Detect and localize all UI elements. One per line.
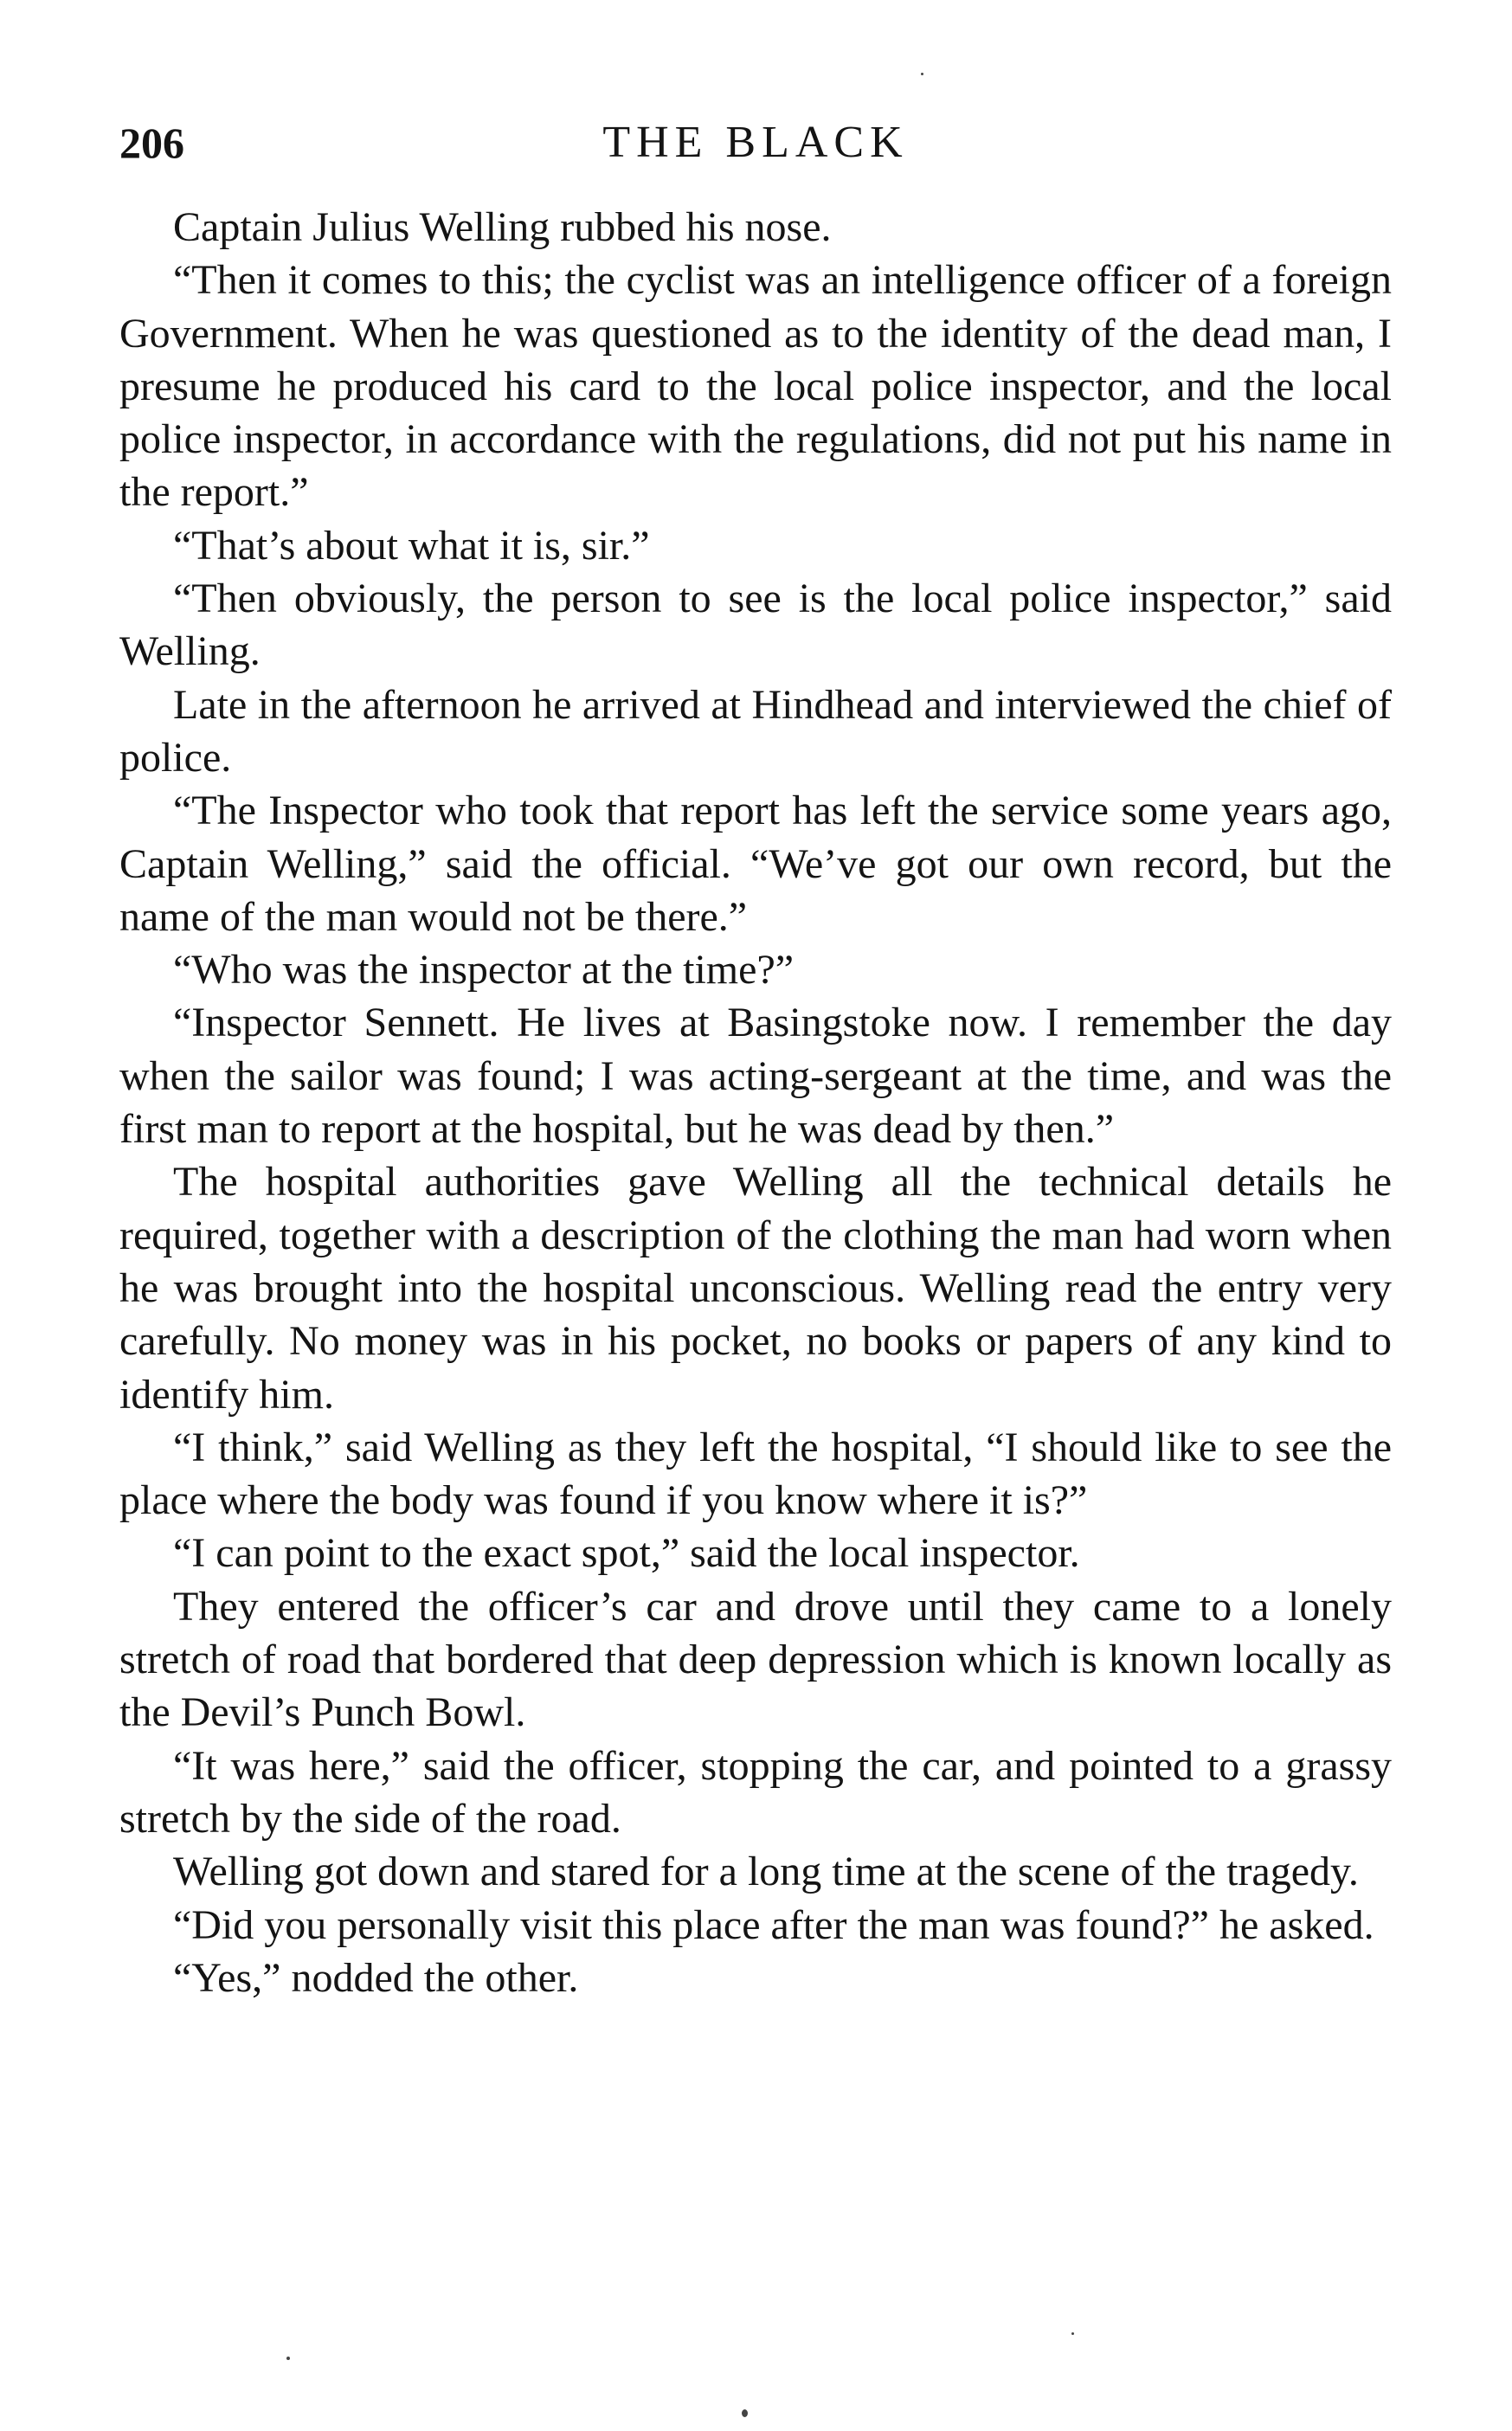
- paragraph: Late in the afternoon he arrived at Hindhead and interviewed the chief of police.: [119, 681, 1392, 781]
- paragraph: They entered the officer’s car and drove until they came to a lonely stretch of road that bordered that deep depression which is known locally as the Devil’s Punch Bowl.: [119, 1583, 1392, 1736]
- paragraph: “Did you personally visit this place after the man was found?” he asked.: [173, 1901, 1374, 1948]
- scan-speck: [742, 2409, 748, 2417]
- paragraph: “Yes,” nodded the other.: [173, 1954, 579, 2001]
- paragraph: The hospital authorities gave Welling all the technical details he required, together with a description of the clothing the man had worn when he was brought into the hospital unconscious. Welling read the entry very carefully. No money was in his pocket, no books or papers of any kind to identify him.: [119, 1159, 1392, 1418]
- paragraph: “Inspector Sennett. He lives at Basingstoke now. I remember the day when the sailor was found; I was acting-sergeant at the time, and was the first man to report at the hospital, but he was dead by then.”: [119, 1000, 1392, 1153]
- paragraph: “The Inspector who took that report has left the service some years ago, Captain Welling,” said the official. “We’ve got our own record, but the name of the man would not be there.”: [119, 788, 1392, 940]
- scan-speck: [1071, 2332, 1074, 2335]
- paragraph: “I can point to the exact spot,” said the local inspector.: [173, 1530, 1080, 1577]
- paragraph: Welling got down and stared for a long time at the scene of the tragedy.: [173, 1849, 1359, 1895]
- scan-speck: [921, 73, 923, 75]
- paragraph: “Who was the inspector at the time?”: [173, 947, 795, 994]
- scan-speck: [286, 2357, 290, 2360]
- page-number: 206: [119, 119, 184, 167]
- paragraph: “I think,” said Welling as they left the hospital, “I should like to see the place where the body was found if you know where it is?”: [119, 1424, 1392, 1524]
- paragraph: Captain Julius Welling rubbed his nose.: [173, 204, 832, 250]
- paragraph: “It was here,” said the officer, stopping the car, and pointed to a grassy stretch by the side of the road.: [119, 1742, 1392, 1842]
- paragraph: “Then it comes to this; the cyclist was an intelligence officer of a foreign Government. When he was questioned as to the identity of the dead man, I presume he produced his card to the local police inspector, and the local police inspector, in accordance with the regulations, did not put his name in the report.”: [119, 257, 1392, 516]
- paragraph: “Then obviously, the person to see is the local police inspector,” said Welling.: [119, 576, 1392, 675]
- page-header: [119, 113, 1392, 173]
- running-title: THE BLACK: [602, 118, 909, 167]
- paragraph: “That’s about what it is, sir.”: [173, 522, 650, 569]
- body-text: [119, 201, 1392, 2004]
